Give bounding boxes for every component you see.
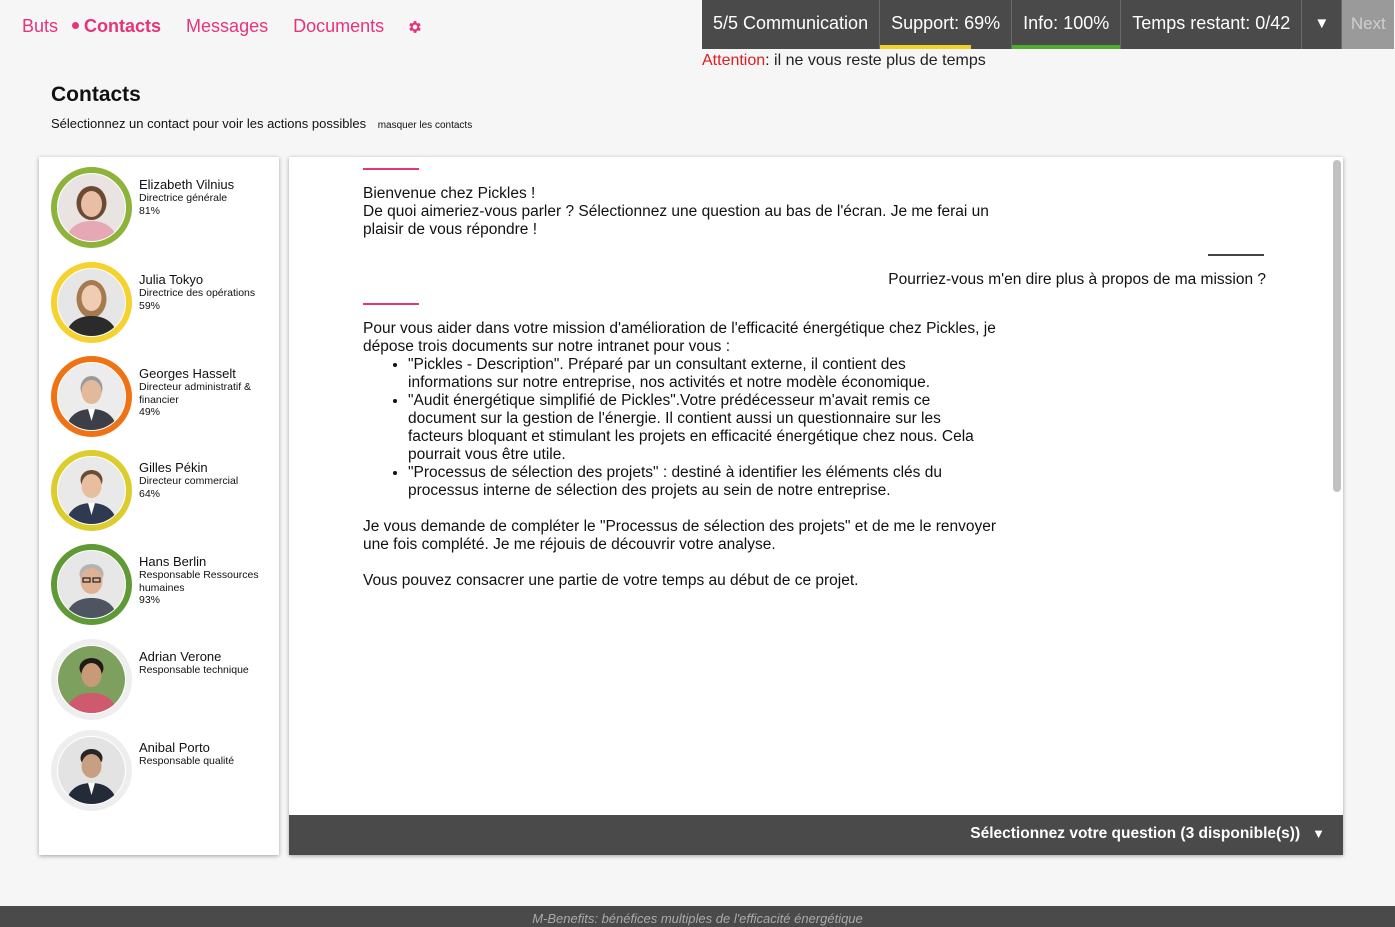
contact-name: Adrian Verone <box>139 649 222 664</box>
next-button[interactable]: Next <box>1342 0 1394 49</box>
contact-name: Julia Tokyo <box>139 272 204 287</box>
contact-percent: 93% <box>139 594 161 606</box>
contact-name: Gilles Pékin <box>139 460 208 475</box>
list-item-line: pourrait vous être utile. <box>408 446 566 463</box>
contact-name: Elizabeth Vilnius <box>139 177 235 192</box>
contact-role <box>139 475 275 500</box>
contact-message-divider <box>363 303 419 305</box>
attention-separator: : <box>765 52 770 69</box>
answer-line: une fois complété. Je me réjouis de découvrir votre analyse. <box>363 536 776 553</box>
contact-name: Hans Berlin <box>139 554 207 569</box>
answer-line: Vous pouvez consacrer une partie de votre temps au début de ce projet. <box>363 572 859 589</box>
man-avatar-icon <box>58 737 125 804</box>
answer-line: Je vous demande de compléter le "Processus de sélection des projets" et de me le renvoyer <box>363 518 997 535</box>
man-avatar-icon <box>58 646 125 713</box>
contacts-panel <box>39 157 279 855</box>
welcome-message <box>363 185 1023 239</box>
contact-role-text: Directeur administratif & financier <box>139 381 252 406</box>
time-remaining-status: Temps restant: 0/42 <box>1121 0 1302 49</box>
chevron-down-icon: ▼ <box>1312 826 1325 841</box>
contact-julia-tokyo[interactable] <box>51 262 277 344</box>
hide-contacts-link[interactable]: masquer les contacts <box>377 120 473 131</box>
nav-buts[interactable]: Buts <box>22 16 59 36</box>
support-label: Support: 69% <box>891 13 1001 33</box>
list-item-line: facteurs bloquant et stimulant les projets en efficacité énergétique chez nous. Cela <box>408 428 974 445</box>
main-nav <box>22 16 423 37</box>
contact-status-ring <box>51 544 132 625</box>
contact-gilles-pekin[interactable] <box>51 450 277 532</box>
contact-name: Georges Hasselt <box>139 366 236 381</box>
attention-message <box>702 52 986 70</box>
contact-percent: 49% <box>139 406 161 418</box>
contact-role <box>139 664 275 677</box>
footer: M-Benefits: bénéfices multiples de l'efficacité énergétique <box>0 906 1395 927</box>
contact-status-ring <box>51 262 132 343</box>
list-item-line: "Processus de sélection des projets" : destiné à identifier les éléments clés du <box>408 464 942 481</box>
answer-line: dépose trois documents sur notre intranet pour vous : <box>363 338 731 355</box>
contact-name: Anibal Porto <box>139 740 210 755</box>
contact-role-text: Directrice des opérations <box>139 287 256 299</box>
contact-role-text: Directeur commercial <box>139 475 239 487</box>
list-item-line: document sur la gestion de l'énergie. Il contient aussi un questionnaire sur les <box>408 410 941 427</box>
contact-adrian-verone[interactable] <box>51 639 277 721</box>
nav-messages[interactable]: Messages <box>186 16 269 36</box>
list-item-line: "Pickles - Description". Préparé par un consultant externe, il contient des <box>408 356 906 373</box>
man-avatar-icon <box>58 551 125 618</box>
contact-role <box>139 287 275 312</box>
contact-percent: 59% <box>139 299 161 312</box>
contact-status-ring <box>51 167 132 248</box>
info-label: Info: 100% <box>1023 13 1110 33</box>
list-item <box>408 392 1043 464</box>
contact-role-text: Responsable Ressources humaines <box>139 569 259 594</box>
contact-status-ring <box>51 730 132 811</box>
list-item-line: processus interne de sélection des projets au sein de notre entreprise. <box>408 482 891 499</box>
contact-status-ring <box>51 639 132 720</box>
contact-percent: 64% <box>139 487 161 500</box>
user-message-divider <box>1208 254 1264 256</box>
page-title: Contacts <box>51 83 141 106</box>
documents-list <box>408 356 1043 500</box>
contact-role-text: Directrice générale <box>139 192 228 204</box>
gear-icon[interactable] <box>407 19 423 35</box>
attention-text: il ne vous reste plus de temps <box>769 52 986 69</box>
welcome-line: Bienvenue chez Pickles ! <box>363 185 536 202</box>
welcome-line: plaisir de vous répondre ! <box>363 221 538 238</box>
woman-avatar-icon <box>58 174 125 241</box>
list-item-line: informations sur notre entreprise, nos activités et notre modèle économique. <box>408 374 931 391</box>
attention-label: Attention <box>702 52 766 69</box>
communication-status: 5/5 Communication <box>702 0 880 49</box>
contact-role-text: Responsable technique <box>139 664 249 676</box>
support-status <box>880 0 1012 49</box>
woman-avatar-icon <box>58 269 125 336</box>
contact-status-ring <box>51 450 132 531</box>
contact-elizabeth-vilnius[interactable] <box>51 167 277 249</box>
chat-panel <box>289 157 1343 855</box>
answer-line: Pour vous aider dans votre mission d'amélioration de l'efficacité énergétique chez Pickles, je <box>363 320 996 337</box>
list-item <box>408 464 1043 500</box>
active-dot-icon <box>72 22 79 29</box>
select-question-bar[interactable] <box>289 815 1343 855</box>
list-item-line: "Audit énergétique simplifié de Pickles".Votre prédécesseur m'avait remis ce <box>408 392 931 409</box>
contact-role-text: Responsable qualité <box>139 755 235 767</box>
contact-hans-berlin[interactable] <box>51 544 277 626</box>
contact-role <box>139 192 275 217</box>
info-status <box>1012 0 1121 49</box>
support-progress-bar <box>880 45 970 49</box>
scrollbar[interactable] <box>1333 160 1341 492</box>
welcome-line: De quoi aimeriez-vous parler ? Sélectionnez une question au bas de l'écran. Je me ferai un <box>363 203 989 220</box>
contact-percent: 81% <box>139 204 161 217</box>
select-question-label: Sélectionnez votre question (3 disponible(s)) <box>970 825 1301 842</box>
contact-message-divider <box>363 168 419 170</box>
contact-role <box>139 755 275 768</box>
nav-documents[interactable]: Documents <box>293 16 385 36</box>
list-item <box>408 356 1043 392</box>
chevron-down-icon[interactable]: ▼ <box>1302 0 1342 49</box>
subtitle-text: Sélectionnez un contact pour voir les actions possibles <box>51 116 367 131</box>
nav-contacts-label: Contacts <box>84 16 162 36</box>
user-question-message: Pourriez-vous m'en dire plus à propos de ma mission ? <box>888 271 1266 288</box>
contact-status-ring <box>51 356 132 437</box>
page-subtitle <box>51 116 472 131</box>
answer-message <box>363 320 1043 590</box>
man-avatar-icon <box>58 457 125 524</box>
man-avatar-icon <box>58 363 125 430</box>
contact-anibal-porto[interactable] <box>51 730 277 812</box>
info-progress-bar <box>1012 45 1120 49</box>
contact-georges-hasselt[interactable] <box>51 356 277 438</box>
contact-role <box>139 569 275 607</box>
contact-role <box>139 381 275 419</box>
nav-contacts[interactable] <box>72 16 161 37</box>
status-bar <box>702 0 1394 49</box>
